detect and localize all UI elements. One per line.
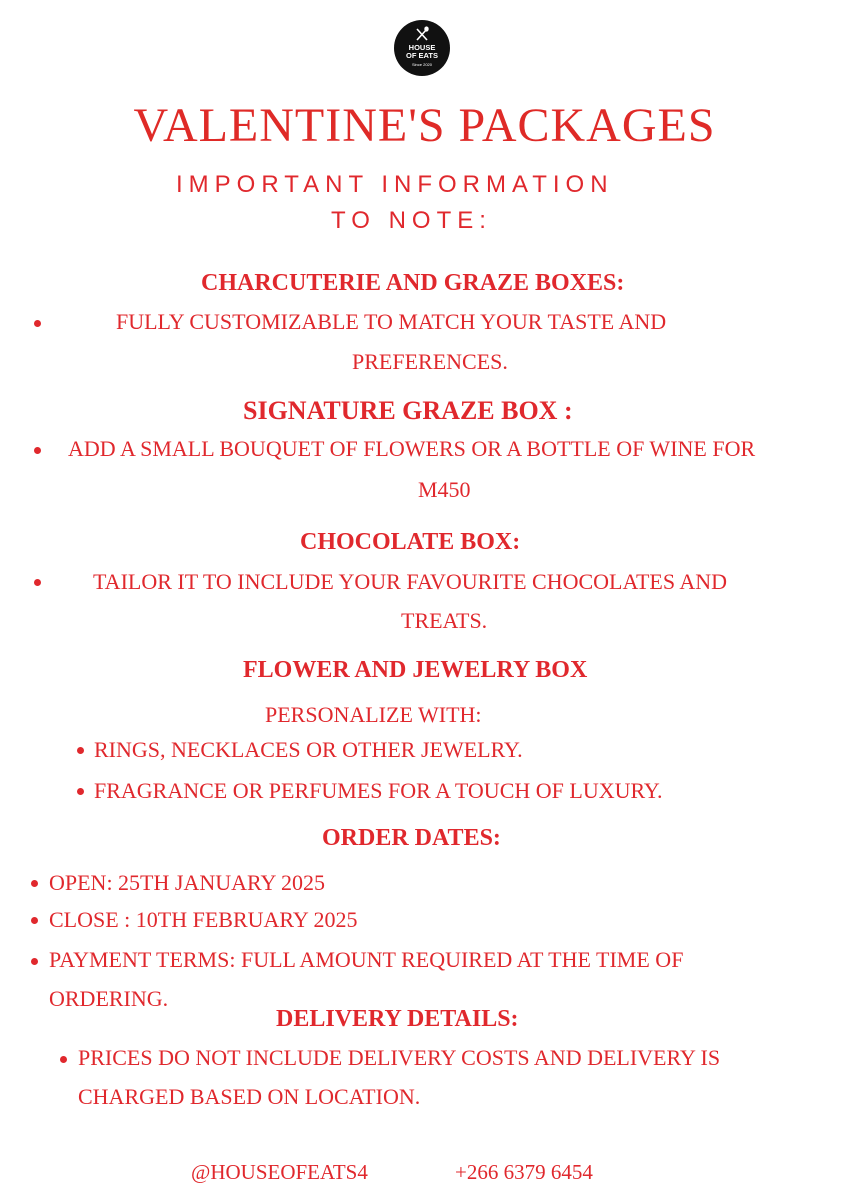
order-dates-heading: ORDER DATES: [322, 825, 501, 851]
bullet [31, 958, 38, 965]
bullet [31, 917, 38, 924]
page-title: VALENTINE'S PACKAGES [133, 99, 716, 152]
logo-line-2: OF EATS [406, 51, 438, 60]
flower-jewelry-item-1: RINGS, NECKLACES OR OTHER JEWELRY. [94, 737, 523, 762]
signature-heading: SIGNATURE GRAZE BOX : [243, 396, 573, 425]
fork-spoon-icon [414, 26, 430, 42]
payment-terms-line-2: ORDERING. [49, 986, 169, 1011]
charcuterie-text-line-1: FULLY CUSTOMIZABLE TO MATCH YOUR TASTE AND [116, 309, 667, 334]
bullet [34, 447, 41, 454]
instagram-handle: @HOUSEOFEATS4 [191, 1160, 368, 1184]
logo-line-1: HOUSE [408, 43, 436, 52]
bullet [77, 788, 84, 795]
chocolate-text-line-2: TREATS. [401, 608, 488, 633]
subtitle-line-2: TO NOTE: [331, 207, 492, 234]
delivery-text-line-1: PRICES DO NOT INCLUDE DELIVERY COSTS AND DELIVERY IS [78, 1045, 721, 1070]
flower-jewelry-item-2: FRAGRANCE OR PERFUMES FOR A TOUCH OF LUXURY. [94, 778, 663, 803]
flower-jewelry-intro: PERSONALIZE WITH: [265, 702, 482, 727]
flower-jewelry-heading: FLOWER AND JEWELRY BOX [243, 657, 588, 683]
subtitle-line-1: IMPORTANT INFORMATION [176, 171, 614, 198]
chocolate-text-line-1: TAILOR IT TO INCLUDE YOUR FAVOURITE CHOCOLATES AND [93, 569, 728, 594]
charcuterie-text-line-2: PREFERENCES. [352, 349, 508, 374]
delivery-text-line-2: CHARGED BASED ON LOCATION. [78, 1084, 421, 1109]
order-close-date: CLOSE : 10TH FEBRUARY 2025 [49, 907, 358, 932]
house-of-eats-logo [394, 20, 450, 76]
bullet [77, 747, 84, 754]
chocolate-heading: CHOCOLATE BOX: [300, 529, 521, 555]
payment-terms-line-1: PAYMENT TERMS: FULL AMOUNT REQUIRED AT THE TIME OF [49, 947, 684, 972]
order-open-date: OPEN: 25TH JANUARY 2025 [49, 870, 326, 895]
signature-text-line-2: M450 [418, 477, 471, 502]
bullet [60, 1056, 67, 1063]
logo-since: Since 2020 [411, 62, 432, 67]
phone-number: +266 6379 6454 [455, 1160, 593, 1184]
bullet [34, 579, 41, 586]
bullet [34, 320, 41, 327]
delivery-heading: DELIVERY DETAILS: [276, 1006, 519, 1032]
bullet [31, 880, 38, 887]
charcuterie-heading: CHARCUTERIE AND GRAZE BOXES: [201, 270, 625, 296]
signature-text-line-1: ADD A SMALL BOUQUET OF FLOWERS OR A BOTTLE OF WINE FOR [68, 436, 756, 461]
